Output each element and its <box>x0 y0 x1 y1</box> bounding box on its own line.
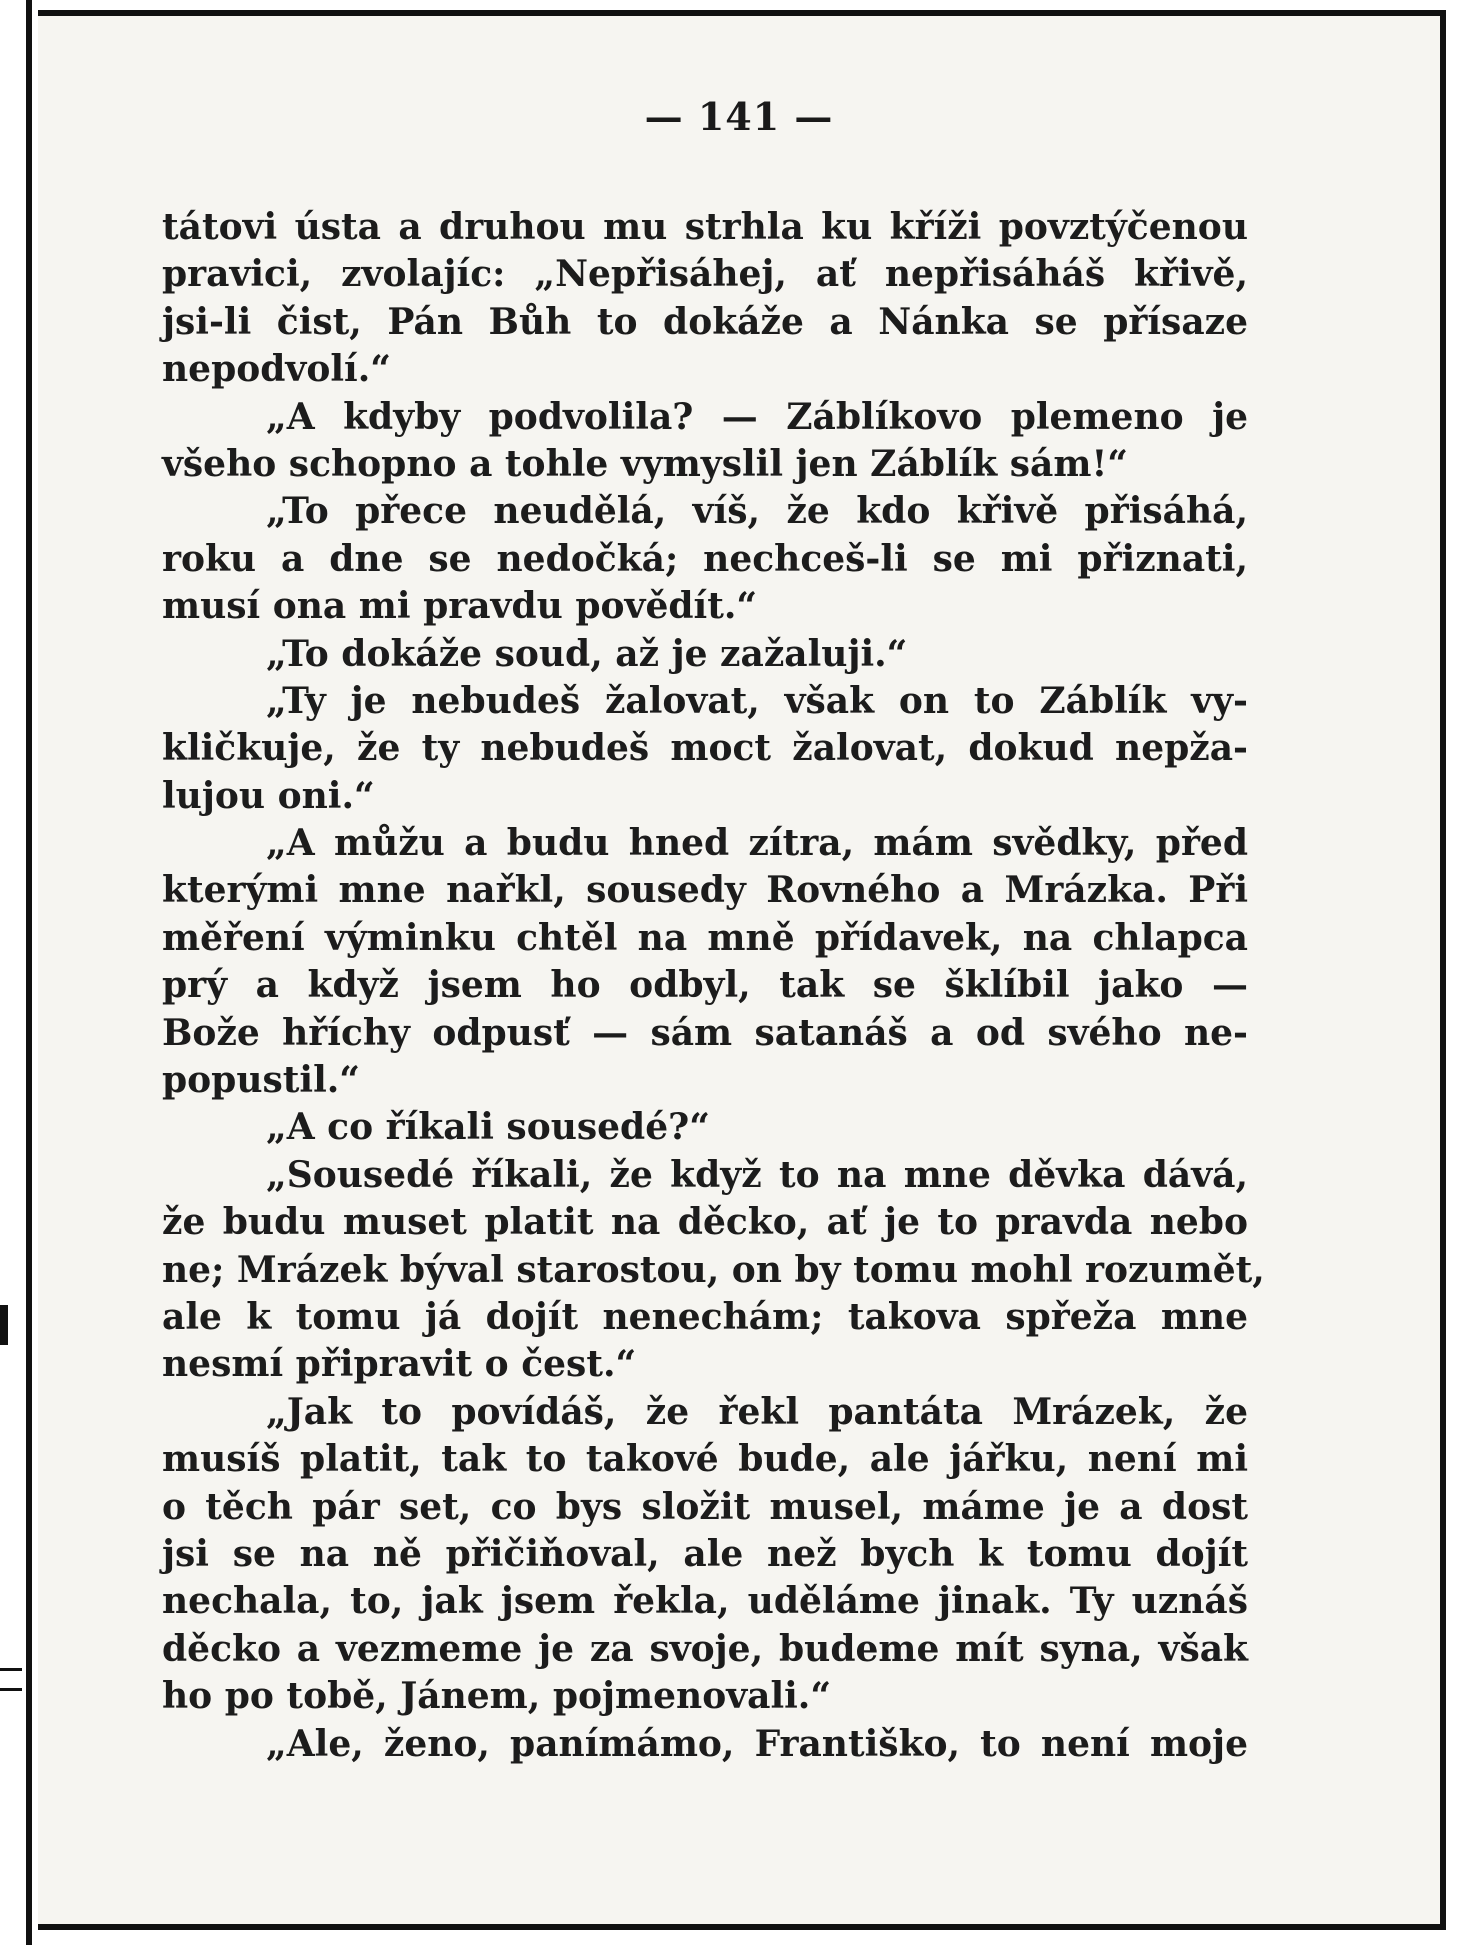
book-page <box>38 10 1446 1930</box>
text-line: „Jak to povídáš, že řekl pantáta Mrázek, že <box>266 1390 1248 1433</box>
text-line: pravici, zvolajíc: „Nepřisáhej, ať nepřisáháš křivě, <box>162 253 1248 296</box>
spine-mark <box>0 1668 22 1671</box>
text-line: tátovi ústa a druhou mu strhla ku kříži povztýčenou <box>162 206 1248 248</box>
text-line: musíš platit, tak to takové bude, ale jářku, není mi <box>162 1438 1248 1481</box>
text-line: kličkuje, že ty nebudeš moct žalovat, dokud nepža- <box>162 727 1248 770</box>
text-line: „A kdyby podvolila? — Záblíkovo plemeno je <box>266 395 1248 438</box>
text-line: „A co říkali sousedé?“ <box>266 1106 710 1149</box>
text-line: popustil.“ <box>162 1059 361 1102</box>
text-line: musí ona mi pravdu povědít.“ <box>162 585 758 628</box>
text-line: „To dokáže soud, až je zažaluji.“ <box>266 632 908 675</box>
book-spine-edge <box>0 0 32 1945</box>
text-line: ho po tobě, Jánem, pojmenovali.“ <box>162 1675 832 1718</box>
page-number: — 141 — <box>644 94 834 139</box>
text-line: měření výminku chtěl na mně přídavek, na chlapca <box>162 916 1248 959</box>
text-line: „To přece neudělá, víš, že kdo křivě přisáhá, <box>266 490 1248 533</box>
text-line: ale k tomu já dojít nenechám; takova spřeža mne <box>162 1295 1248 1338</box>
body-text <box>162 204 1265 1768</box>
text-line: ne; Mrázek býval starostou, on by tomu mohl rozumět, <box>162 1248 1265 1291</box>
text-line: jsi-li čist, Pán Bůh to dokáže a Nánka se přísaze <box>162 300 1248 343</box>
text-line: „Sousedé říkali, že když to na mne děvka dává, <box>266 1153 1248 1196</box>
text-line: kterými mne nařkl, sousedy Rovného a Mrázka. Při <box>162 869 1248 912</box>
spine-mark <box>0 1305 8 1345</box>
text-line: prý a když jsem ho odbyl, tak se šklíbil jako — <box>162 964 1248 1007</box>
text-line: jsi se na ně přičiňoval, ale než bych k tomu dojít <box>162 1532 1248 1575</box>
text-line: „Ty je nebudeš žalovat, však on to Záblík vy- <box>266 679 1248 722</box>
text-line: o těch pár set, co bys složit musel, máme je a dost <box>162 1485 1248 1528</box>
text-line: „Ale, ženo, panímámo, Františko, to není moje <box>266 1722 1248 1765</box>
text-line: všeho schopno a tohle vymyslil jen Záblík sám!“ <box>162 442 1128 485</box>
text-line: děcko a vezmeme je za svoje, budeme mít syna, však <box>162 1627 1248 1670</box>
text-line: roku a dne se nedočká; nechceš-li se mi přiznati, <box>162 537 1248 580</box>
text-line: Bože hříchy odpusť — sám satanáš a od svého ne- <box>162 1011 1248 1054</box>
text-line: „A můžu a budu hned zítra, mám svědky, před <box>266 822 1248 865</box>
text-line: nesmí připravit o čest.“ <box>162 1343 637 1386</box>
text-line: nechala, to, jak jsem řekla, uděláme jinak. Ty uznáš <box>162 1580 1248 1623</box>
text-line: lujou oni.“ <box>162 774 375 817</box>
spine-mark <box>0 1688 22 1691</box>
text-line: že budu muset platit na děcko, ať je to pravda nebo <box>162 1201 1248 1244</box>
text-line: nepodvolí.“ <box>162 348 391 391</box>
